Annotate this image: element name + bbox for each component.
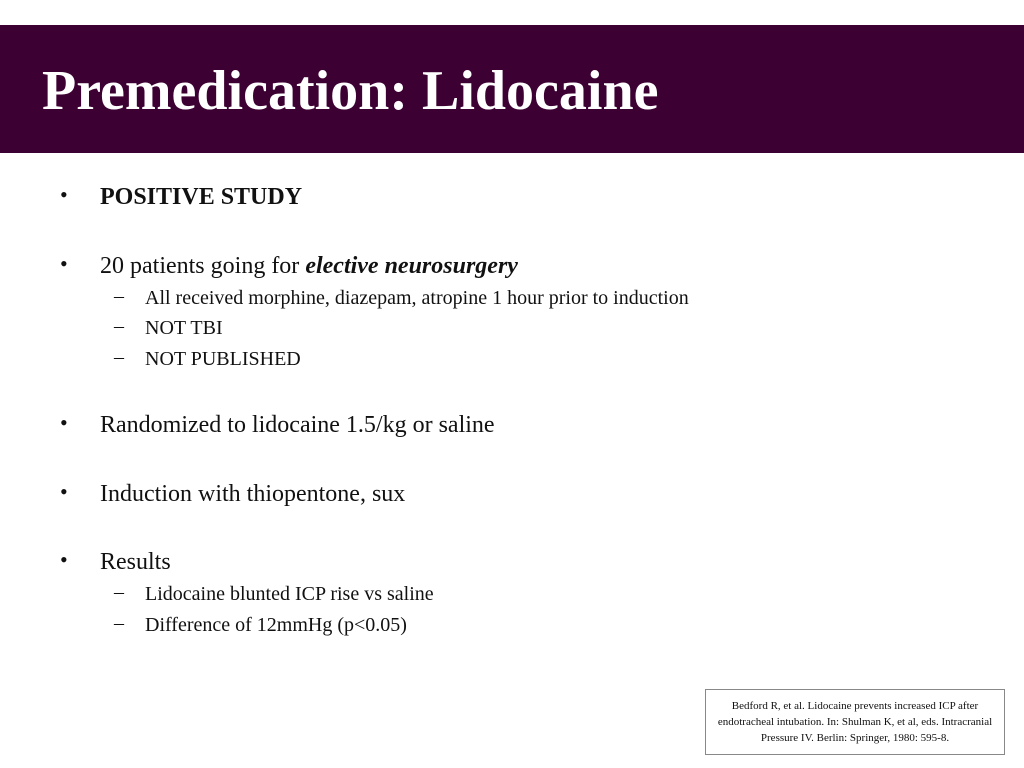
citation-box: Bedford R, et al. Lidocaine prevents increased ICP after endotracheal intubation. In: Shulman K, et al, eds. Intracranial Pressure IV. Berlin: Springer, 1980: 595-8. xyxy=(705,689,1005,755)
bullet-text-emphasis: elective neurosurgery xyxy=(305,253,518,279)
bullet-marker: • xyxy=(60,410,68,435)
slide-title: Premedication: Lidocaine xyxy=(42,60,659,122)
sub-bullet-marker: – xyxy=(114,285,124,307)
sub-bullet xyxy=(0,315,1024,341)
bullet-marker: • xyxy=(60,547,68,572)
bullet-positive-study xyxy=(0,182,1024,212)
bullet-text: Results xyxy=(100,549,171,575)
sub-bullet-text: All received morphine, diazepam, atropine 1 hour prior to induction xyxy=(145,287,689,309)
bullet-text: Induction with thiopentone, sux xyxy=(100,481,406,507)
bullet-marker: • xyxy=(60,251,68,276)
sub-bullet-marker: – xyxy=(114,346,124,368)
sub-bullet-text: Difference of 12mmHg (p<0.05) xyxy=(145,614,407,636)
sub-bullet-text: NOT PUBLISHED xyxy=(145,348,301,370)
bullet-text: Randomized to lidocaine 1.5/kg or saline xyxy=(100,412,495,438)
sub-bullet xyxy=(0,346,1024,372)
sub-bullet-text: NOT TBI xyxy=(145,317,223,339)
sub-bullet-marker: – xyxy=(114,612,124,634)
bullet-text-prefix: 20 patients going for xyxy=(100,253,306,279)
bullet-marker: • xyxy=(60,479,68,504)
sub-bullet xyxy=(0,581,1024,607)
sub-bullet xyxy=(0,612,1024,638)
bullet-marker: • xyxy=(60,182,68,207)
bullet-randomized xyxy=(0,410,1024,440)
sub-bullet-marker: – xyxy=(114,581,124,603)
bullet-patients xyxy=(0,251,1024,281)
sub-bullet xyxy=(0,285,1024,311)
bullet-results xyxy=(0,547,1024,577)
sub-bullet-marker: – xyxy=(114,315,124,337)
bullet-text xyxy=(100,251,518,281)
bullet-text: POSITIVE STUDY xyxy=(100,184,303,210)
sub-bullet-text: Lidocaine blunted ICP rise vs saline xyxy=(145,583,434,605)
bullet-induction xyxy=(0,479,1024,509)
